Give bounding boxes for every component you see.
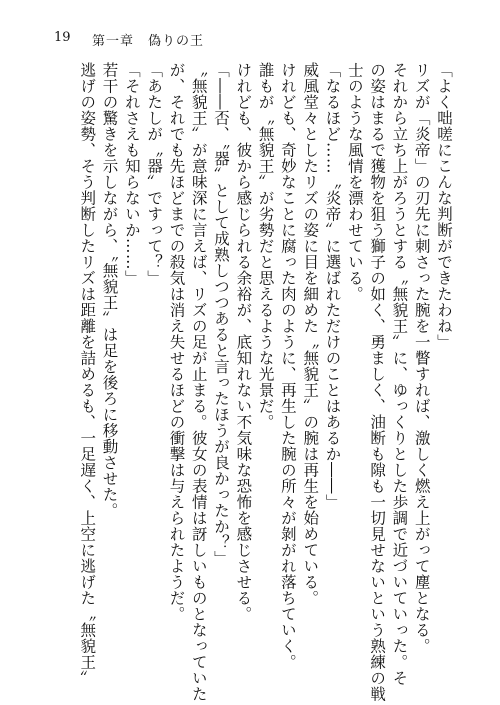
text-line: が、それでも先ほどまでの殺気は消え失せるほどの衝撃は与えられたようだ。 [167,62,186,622]
text-line: けれども、奇妙なことに腐った肉のように、再生した腕の所々が剝がれ落ちていく。 [278,62,297,670]
text-line: 威風堂々としたリズの姿に目を細めた〝無貌王〟の腕は再生を始めている。 [301,62,320,606]
text-line: リズが「炎帝」の刃先に刺さった腕を一瞥すれば、激しく燃え上がって塵となる。 [412,62,431,654]
text-line: 「よく咄嗟にこんな判断ができたわね」 [435,62,453,350]
text-line: 「それさえも知らないか……」 [122,62,141,286]
text-line: 誰もが〝無貌王〟が劣勢だと思えるような光景だ。 [256,62,275,430]
text-line: 士のような風情を漂わせている。 [345,62,364,302]
text-line: 「あたしが〝器〟ですって？」 [145,62,164,286]
text-line: 「――否、〝器〟として成熟しつつあると言ったほうが良かったか？」 [212,62,231,567]
page-header [0,30,500,52]
text-line: の姿はまるで獲物を狙う獅子の如く、勇ましく、油断も隙も一切見せないという熟練の戦 [368,62,387,702]
text-line: それから立ち上がろうとする〝無貌王〟に、ゆっくりとした歩調で近づいていった。そ [390,62,409,686]
chapter-title: 第一章 偽りの王 [92,34,205,49]
vertical-text-body [60,62,455,702]
page-number: 19 [54,30,71,45]
text-line: けれども、彼から感じられる余裕が、底知れない不気味な恐怖を感じさせる。 [234,62,253,622]
text-line: 逃げの姿勢、そう判断したリズは距離を詰めるも、一足遅く、上空に逃げた〝無貌王〟 [78,62,97,686]
text-line: 〝無貌王〟が意味深に言えば、リズの足が止まる。彼女の表情は訝しいものとなっていた [189,62,208,702]
text-line: 若干の驚きを示しながら、〝無貌王〟は足を後ろに移動させた。 [100,62,119,519]
text-line: 「なるほど……〝炎帝〟に選ばれただけのことはあるか――」 [323,62,342,510]
